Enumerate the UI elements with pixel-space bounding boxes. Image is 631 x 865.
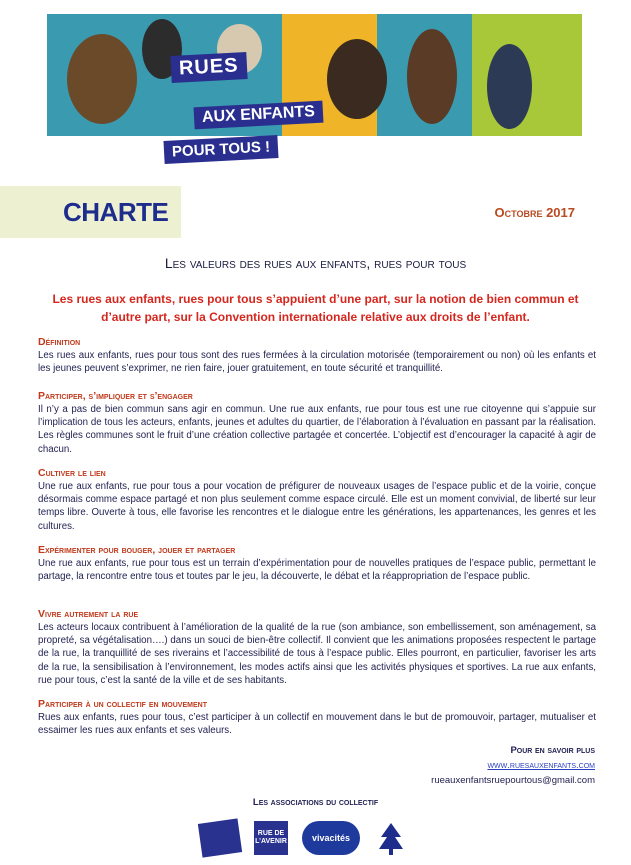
section-body: Les acteurs locaux contribuent à l’amélioration de la qualité de la rue (son ambiance, son embellissement, son aménagement, sa propreté, sa végétalisation….) dans un souci de bien-être collectif. Il convient que les animations proposées respectent le partage de la rue, la tranquillité de ses riverains et l’accessibilité de tous à l’espace public. Elles pourront, en particulier, favoriser les arts de la rue, la sensibilisation à l’environnement, les modes actifs ainsi que les activités physiques et sportives. La rue aux enfants, rue pour tous, c’est la santé de la ville et de ses habitants. xyxy=(38,622,596,686)
document-date: Octobre 2017 xyxy=(494,205,575,220)
more-info-label: Pour en savoir plus xyxy=(510,745,595,756)
section-experimenter xyxy=(38,544,596,583)
associations-heading: Les associations du collectif xyxy=(252,797,379,808)
section-collectif xyxy=(38,698,596,737)
banner-figure-shape xyxy=(67,34,137,124)
section-title: Cultiver le lien xyxy=(38,467,106,479)
association-logo-vivacites: vivacités xyxy=(302,821,360,855)
association-logo-anacej xyxy=(198,818,242,857)
section-body: Les rues aux enfants, rues pour tous sont des rues fermées à la circulation motorisée (temporairement ou non) où les enfants et les jeunes peuvent s’exprimer, ne rien faire, jouer gratuitement, en toute sécurité et tranquillité. xyxy=(38,350,596,375)
intro-paragraph: Les rues aux enfants, rues pour tous s’appuient d’une part, sur la notion de bien commun et d’autre part, sur la Convention internationale relative aux droits de l’enfant. xyxy=(52,292,579,324)
section-participer xyxy=(38,390,596,456)
association-logo-rue-de-lavenir: RUE DE L’AVENIR xyxy=(254,821,288,855)
section-cultiver xyxy=(38,467,596,533)
banner-figure-shape xyxy=(327,39,387,119)
logo-pour-tous: POUR TOUS ! xyxy=(163,135,278,164)
section-vivre xyxy=(38,608,596,687)
section-title: Vivre autrement la rue xyxy=(38,608,139,620)
logo-rues: RUES xyxy=(170,52,247,83)
section-title: Participer, s’impliquer et s’engager xyxy=(38,390,193,402)
logo-aux-enfants: AUX ENFANTS xyxy=(194,101,324,130)
website-link[interactable]: www.ruesauxenfants.com xyxy=(487,760,595,771)
association-logos xyxy=(200,818,440,858)
section-title: Définition xyxy=(38,336,81,348)
association-logo-tree xyxy=(374,821,408,855)
section-body: Il n’y a pas de bien commun sans agir en commun. Une rue aux enfants, rue pour tous est une rue citoyenne qui s’appuie sur l’implication de tous les acteurs, enfants, jeunes et adultes du quartier, de l’élaboration à l’évaluation en passant par la réalisation. Les règles communes sont le fruit d’une création collective partagée et concertée. L’objectif est d’encourager la capacité à agir de chacun. xyxy=(38,404,596,455)
section-title: Participer à un collectif en mouvement xyxy=(38,698,207,710)
section-body: Une rue aux enfants, rue pour tous est un terrain d’expérimentation pour de nouvelles pratiques de l’espace public, permettant le partage, la rencontre entre tous et toutes par le jeu, la découverte, le débat et la réappropriation de l’espace public. xyxy=(38,558,596,583)
section-title: Expérimenter pour bouger, jouer et partager xyxy=(38,544,236,556)
section-body: Une rue aux enfants, rue pour tous a pour vocation de préfigurer de nouveaux usages de l’espace public et de la voirie, conçue désormais comme espace partagé et non plus seulement comme espace circulé. Elle est un moment convivial, de liberté sur leur temps libre. Ouverte à tous, elle favorise les rencontres et le dialogue entre les générations, les appartenances, les genres et les cultures. xyxy=(38,481,596,532)
page-title: CHARTE xyxy=(63,197,169,227)
banner-figure-shape xyxy=(487,44,532,129)
section-definition xyxy=(38,336,596,375)
section-body: Rues aux enfants, rues pour tous, c’est participer à un collectif en mouvement dans le but de promouvoir, partager, mutualiser et essaimer les rues aux enfants et ses valeurs. xyxy=(38,712,596,737)
contact-email[interactable]: rueauxenfantsruepourtous@gmail.com xyxy=(431,775,595,786)
tree-icon xyxy=(377,821,405,855)
banner-figure-shape xyxy=(407,29,457,124)
subtitle: Les valeurs des rues aux enfants, rues pour tous xyxy=(164,255,467,271)
